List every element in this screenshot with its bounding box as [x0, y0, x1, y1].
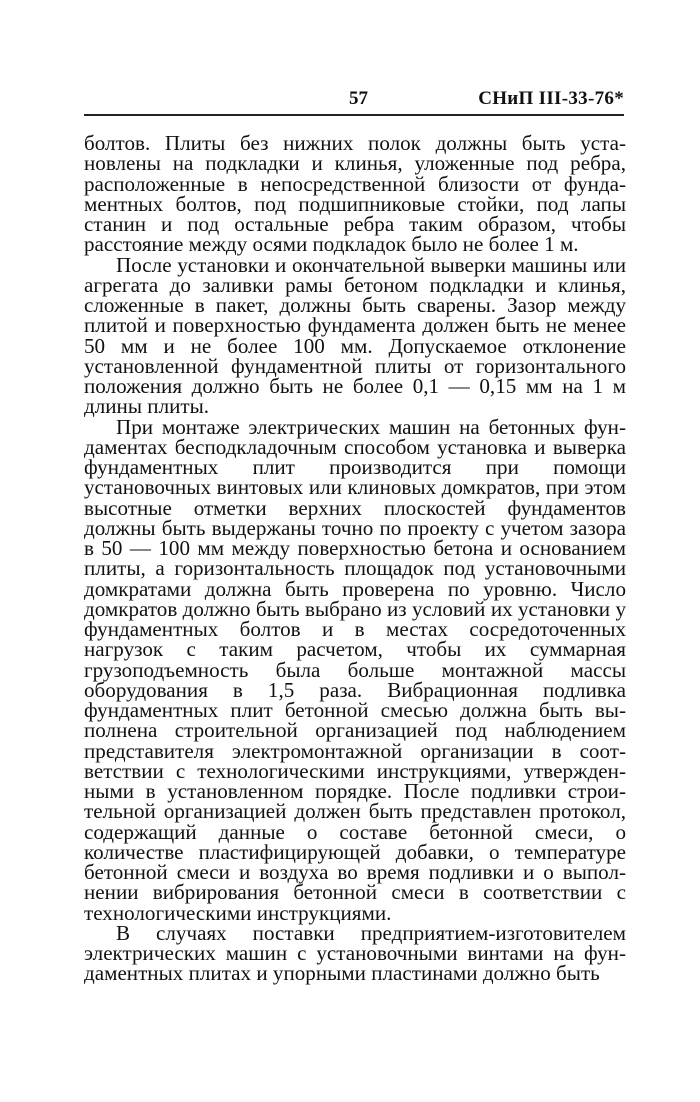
page-number: 57: [349, 88, 368, 109]
page-header: [84, 84, 624, 114]
document-code: СНиП III-33-76*: [478, 88, 624, 109]
header-divider: [84, 114, 624, 116]
paragraph: После установки и окончательной выверки машины или агрегата до заливки рамы бетоном подкладки и клинья, сложенные в пакет, должны быть сварены. Зазор между плитой и поверхностью фундамента должен быть не менее 50 мм и не более 100 мм. Допускаемое отклонение установленной фундаментной плиты от горизонтального положения должно быть не более 0,1 — 0,15 мм на 1 м длины плиты.: [84, 252, 626, 419]
paragraph: В случаях поставки предприятием-изготовителем электрических машин с установочными винтами на фундаментных плитах и упорными пластинами должно быть: [84, 920, 626, 986]
page-body: [84, 133, 626, 984]
paragraph-continued: болтов. Плиты без нижних полок должны быть установлены на подкладки и клинья, уложенные под ребра, расположенные в непосредственной близости от фундаментных болтов, под подшипниковые стойки, под лапы станин и под остальные ребра таким образом, чтобы расстояние между осями подкладок было не более 1 м.: [84, 131, 626, 257]
paragraph: При монтаже электрических машин на бетонных фундаментах бесподкладочным способом установка и выверка фундаментных плит производится при помощи установочных винтовых или клиновых домкратов, при этом высотные отметки верхних плоскостей фундаментов должны быть выдержаны точно по проекту с учетом зазора в 50 — 100 мм между поверхностью бетона и основанием плиты, а горизонтальность площадок под установочными домкратами должна быть проверена по уровню. Число домкратов должно быть выбрано из условий их установки у фундаментных болтов и в местах сосредоточенных нагрузок с таким расчетом, чтобы их суммарная грузоподъемность была больше монтажной массы оборудования в 1,5 раза. Вибрационная подливка фундаментных плит бетонной смесью должна быть выполнена строительной организацией под наблюдением представителя электромонтажной организации в соответствии с технологическими инструкциями, утвержденными в установленном порядке. После подливки строительной организацией должен быть представлен протокол, содержащий данные о составе бетонной смеси, о количестве пластифицирующей добавки, о температуре бетонной смеси и воздуха во время подливки и о выполнении вибрирования бетонной смеси в соответствии с технологическими инструкциями.: [84, 414, 626, 925]
